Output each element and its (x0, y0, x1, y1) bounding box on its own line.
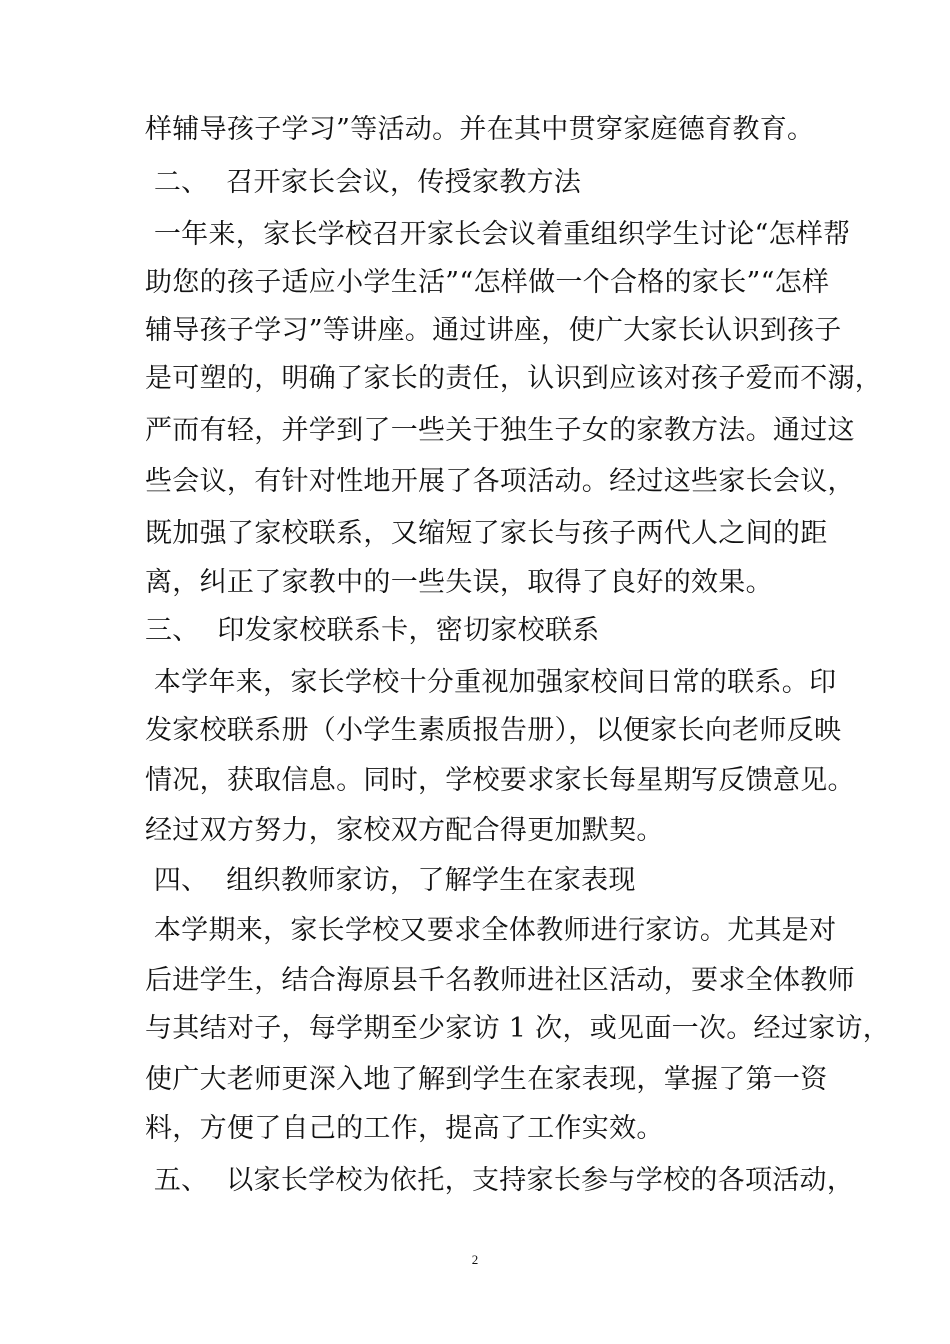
text-line: 经过双方努力，家校双方配合得更加默契。 (145, 815, 664, 846)
text-line: 本学年来，家长学校十分重视加强家校间日常的联系。印 (145, 667, 837, 698)
section-heading: 五、 以家长学校为依托，支持家长参与学校的各项活动， (145, 1165, 855, 1196)
text-line: 本学期来，家长学校又要求全体教师进行家访。尤其是对 (145, 915, 837, 946)
section-heading: 三、 印发家校联系卡，密切家校联系 (145, 615, 600, 646)
text-line: 助您的孩子适应小学生活”“怎样做一个合格的家长”“怎样 (145, 267, 830, 298)
section-heading: 二、 召开家长会议，传授家教方法 (145, 167, 582, 198)
text-line: 是可塑的，明确了家长的责任，认识到应该对孩子爱而不溺， (145, 363, 883, 394)
text-line: 样辅导孩子学习”等活动。并在其中贯穿家庭德育教育。 (145, 114, 815, 145)
text-line: 与其结对子，每学期至少家访 1 次，或见面一次。经过家访， (145, 1013, 891, 1044)
text-line: 情况，获取信息。同时，学校要求家长每星期写反馈意见。 (145, 765, 855, 796)
section-heading: 四、 组织教师家访，了解学生在家表现 (145, 865, 636, 896)
page-number: 2 (471, 1252, 479, 1267)
text-line: 料，方便了自己的工作，提高了工作实效。 (145, 1113, 664, 1144)
text-line: 使广大老师更深入地了解到学生在家表现，掌握了第一资 (145, 1064, 828, 1095)
text-line: 既加强了家校联系，又缩短了家长与孩子两代人之间的距 (145, 518, 828, 549)
text-line: 离，纠正了家教中的一些失误，取得了良好的效果。 (145, 567, 773, 598)
text-line: 一年来，家长学校召开家长会议着重组织学生讨论“怎样帮 (145, 219, 851, 250)
text-line: 严而有轻，并学到了一些关于独生子女的家教方法。通过这 (145, 415, 855, 446)
text-line: 发家校联系册（小学生素质报告册），以便家长向老师反映 (145, 715, 842, 746)
text-line: 些会议，有针对性地开展了各项活动。经过这些家长会议， (145, 466, 855, 497)
text-line: 后进学生，结合海原县千名教师进社区活动，要求全体教师 (145, 965, 855, 996)
text-line: 辅导孩子学习”等讲座。通过讲座，使广大家长认识到孩子 (145, 315, 842, 346)
